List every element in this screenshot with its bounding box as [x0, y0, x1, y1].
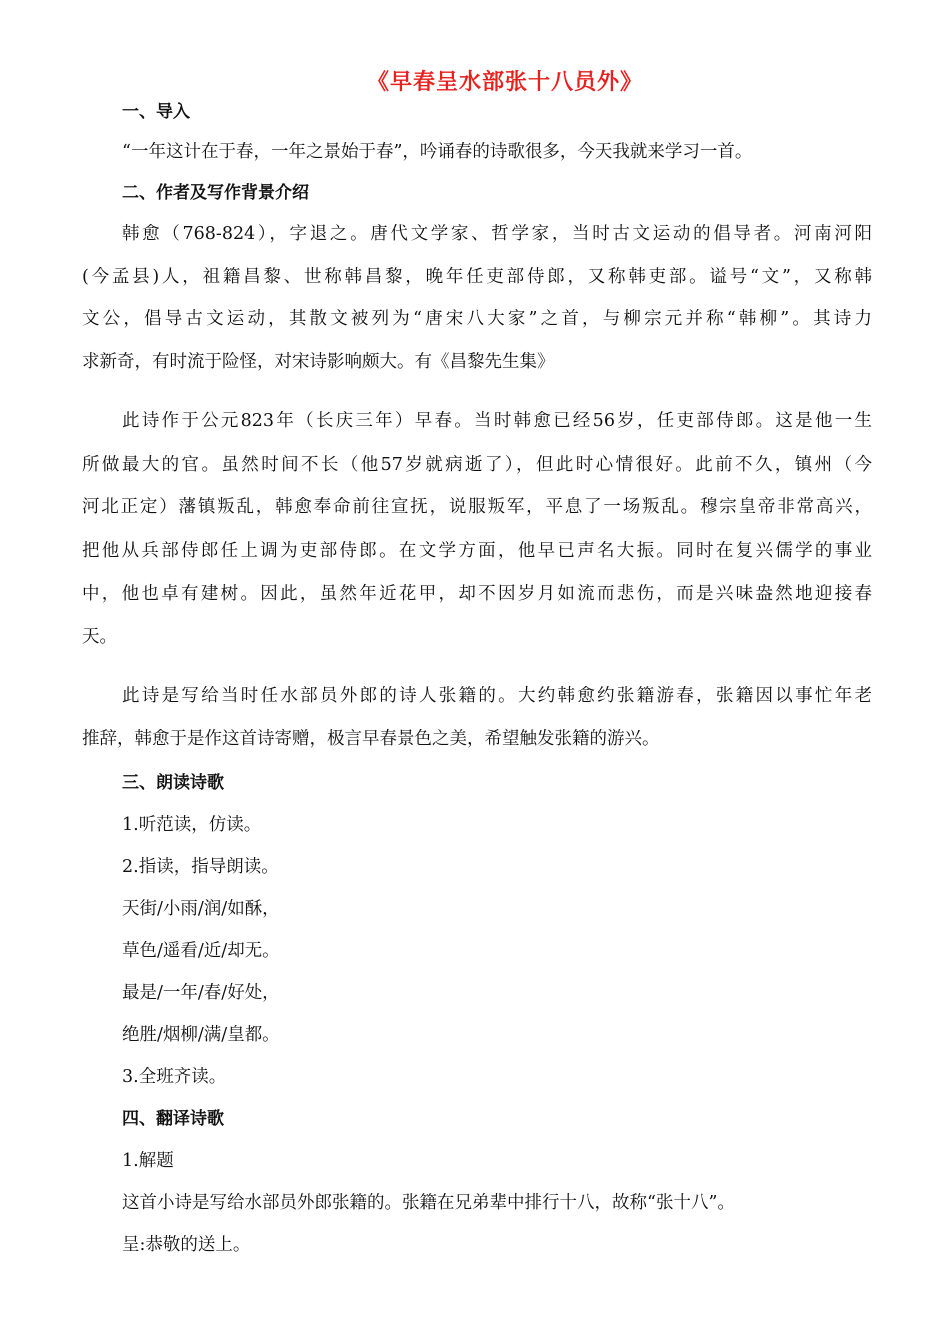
section-heading-intro: 一、导入	[122, 102, 190, 122]
paragraph-line: 所做最大的官。虽然时间不长（他57岁就病逝了），但此时心情很好。此前不久，镇州（今	[82, 455, 872, 475]
paragraph-line: 文公，倡导古文运动，其散文被列为“唐宋八大家”之首，与柳宗元并称“韩柳”。其诗力	[82, 309, 872, 329]
section-heading-translation: 四、翻译诗歌	[122, 1109, 224, 1129]
paragraph-line: 推辞，韩愈于是作这首诗寄赠，极言早春景色之美，希望触发张籍的游兴。	[82, 729, 660, 749]
paragraph-line: 中，他也卓有建树。因此，虽然年近花甲，却不因岁月如流而悲伤，而是兴味盎然地迎接春	[82, 584, 872, 604]
paragraph-title-explanation: 这首小诗是写给水部员外郎张籍的。张籍在兄弟辈中排行十八，故称“张十八”。	[122, 1193, 735, 1213]
list-item: 3.全班齐读。	[122, 1067, 227, 1087]
poem-line: 天街/小雨/润/如酥，	[122, 899, 280, 919]
section-heading-author: 二、作者及写作背景介绍	[122, 183, 309, 203]
document-title: 《早春呈水部张十八员外》	[366, 70, 643, 95]
paragraph-line: 河北正定）藩镇叛乱，韩愈奉命前往宣抚，说服叛军，平息了一场叛乱。穆宗皇帝非常高兴，	[82, 497, 872, 517]
poem-line: 绝胜/烟柳/满/皇都。	[122, 1025, 280, 1045]
paragraph-line: 天。	[82, 627, 117, 647]
paragraph-line: 韩愈（768-824），字退之。唐代文学家、哲学家，当时古文运动的倡导者。河南河阳	[122, 224, 872, 244]
paragraph-line: 此诗作于公元823年（长庆三年）早春。当时韩愈已经56岁，任吏部侍郎。这是他一生	[122, 411, 872, 431]
section-heading-reading: 三、朗读诗歌	[122, 773, 224, 793]
paragraph-line: 求新奇，有时流于险怪，对宋诗影响颇大。有《昌黎先生集》	[82, 352, 555, 372]
list-item: 2.指读，指导朗读。	[122, 857, 279, 877]
paragraph-line: 此诗是写给当时任水部员外郎的诗人张籍的。大约韩愈约张籍游春，张籍因以事忙年老	[122, 686, 872, 706]
list-item: 1.听范读，仿读。	[122, 815, 262, 835]
paragraph-intro: “一年这计在于春，一年之景始于春”，吟诵春的诗歌很多，今天我就来学习一首。	[122, 142, 753, 162]
paragraph-word-definition: 呈:恭敬的送上。	[122, 1235, 251, 1255]
paragraph-line: (今孟县)人，祖籍昌黎、世称韩昌黎，晚年任吏部侍郎，又称韩吏部。谥号“文”，又称韩	[82, 267, 872, 287]
list-item: 1.解题	[122, 1151, 174, 1171]
poem-line: 最是/一年/春/好处，	[122, 983, 280, 1003]
paragraph-line: 把他从兵部侍郎任上调为吏部侍郎。在文学方面，他早已声名大振。同时在复兴儒学的事业	[82, 541, 872, 561]
poem-line: 草色/遥看/近/却无。	[122, 941, 280, 961]
